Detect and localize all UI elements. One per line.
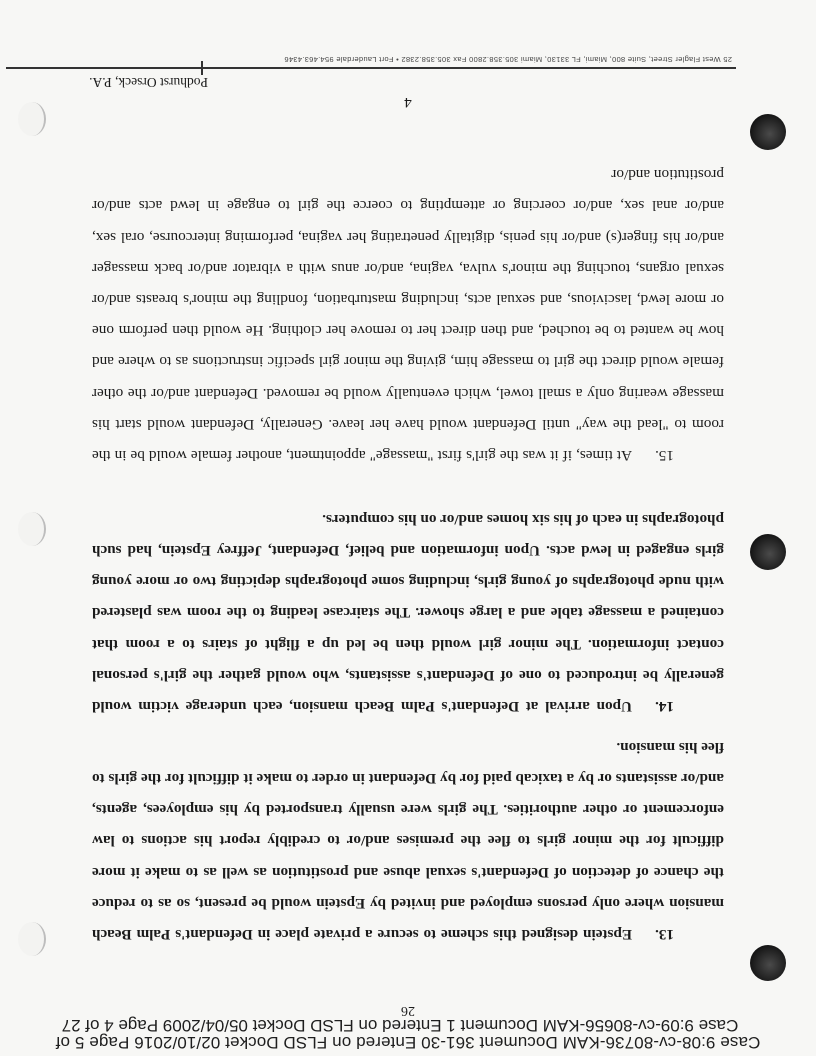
punch-hole-shadow-icon — [18, 102, 46, 136]
court-filing-stamp-original: Case 9:09-cv-80656-KAM Document 1 Entered on FLSD Docket 05/04/2009 Page 4 of 27 — [61, 1016, 739, 1035]
paragraph-14 — [92, 504, 724, 722]
paragraph-number: 14. — [655, 698, 674, 715]
punch-hole-icon — [750, 945, 786, 981]
firm-address: 25 West Flagler Street, Suite 800, Miami, FL 33130, Miami 305.358.2800 Fax 305.358.2382 • Fort Lauderdale 954.463.4346 — [284, 55, 732, 64]
punch-hole-shadow-icon — [18, 922, 46, 956]
page-number: 4 — [404, 94, 412, 110]
paragraph-text: Upon arrival at Defendant's Palm Beach mansion, each underage victim would generally be introduced to one of Defendant's assistants, who would gather the girl's personal contact information. The minor girl would then be led up a flight of stairs to a room that contained a massage table and a large shower. The staircase leading to the room was plastered with nude photographs of young girls, including some photographs depicting two or more young girls engaged in lewd acts. Upon information and belief, Defendant, Jeffrey Epstein, had such photographs in each of his six homes and/or on his computers. — [92, 510, 724, 715]
footer-divider — [6, 67, 736, 69]
total-page-count: 26 — [401, 1003, 415, 1018]
punch-hole-shadow-icon — [18, 512, 46, 546]
paragraph-13 — [92, 732, 724, 950]
paragraph-number: 15. — [655, 447, 674, 464]
punch-hole-icon — [750, 534, 786, 570]
paragraph-text: Epstein designed this scheme to secure a private place in Defendant's Palm Beach mansion where only persons employed and invited by Epstein would be present, so as to reduce the chance of detection of Defendant's sexual abuse and prostitution as well as to make it more difficult for the minor girls to flee the premises and/or to credibly report his actions to law enforcement or other authorities. The girls were usually transported by his employees, agents, and/or assistants or by a taxicab paid for by Defendant in order to make it difficult for the girls to flee his mansion. — [92, 738, 724, 943]
court-filing-stamp-current: Case 9:08-cv-80736-KAM Document 361-30 Entered on FLSD Docket 02/10/2016 Page 5 of — [55, 1033, 761, 1052]
firm-name: Podhurst Orseck, P.A. — [89, 75, 208, 90]
paragraph-text: At times, if it was the girl's first "massage" appointment, another female would be in the room to "lead the way" until Defendant would have her leave. Generally, Defendant would start his massage wearing only a small towel, which eventually would be removed. Defendant and/or the other female would direct the girl to massage him, giving the minor girl specific instructions as to where and how he wanted to be touched, and then direct her to remove her clothing. He would then perform one or more lewd, lascivious, and sexual acts, including masturbation, fondling the minor's breasts and/or sexual organs, touching the minor's vulva, vagina, and/or anus with a vibrator and/or back massager and/or his finger(s) and/or his penis, digitally penetrating her vagina, performing intercourse, oral sex, and/or anal sex, and/or coercing or attempting to coerce the girl to engage in lewd acts and/or prostitution and/or — [92, 166, 724, 464]
punch-hole-icon — [750, 114, 786, 150]
paragraph-15 — [92, 159, 724, 471]
footer-divider-tick — [201, 61, 203, 75]
paragraph-number: 13. — [655, 926, 674, 943]
